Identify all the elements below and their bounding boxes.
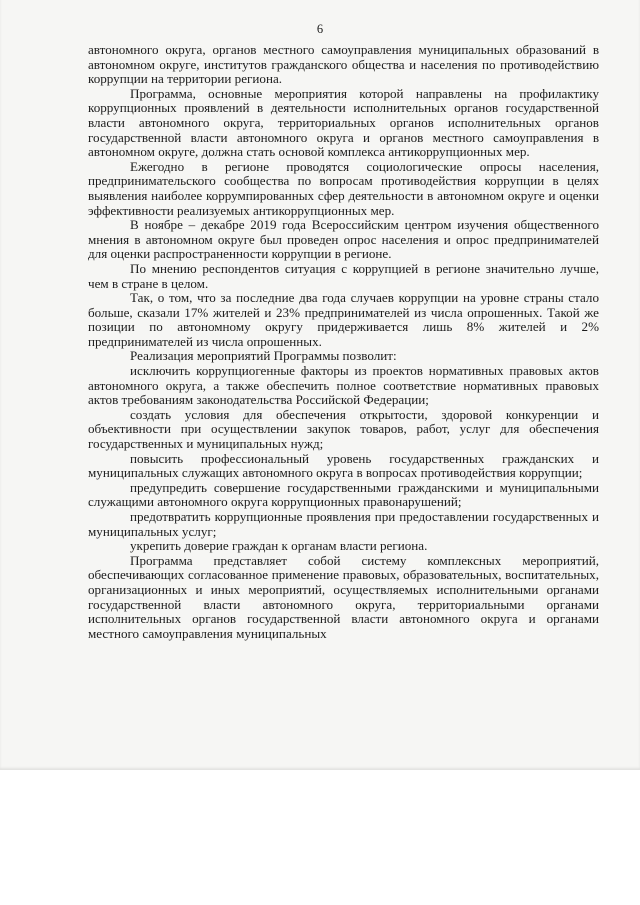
paragraph: В ноябре – декабре 2019 года Всероссийским центром изучения общественного мнения в автономном округе был проведен опрос населения и опрос предпринимателей для оценки распространенности коррупции в регионе. xyxy=(88,217,599,262)
paragraph: Так, о том, что за последние два года случаев коррупции на уровне страны стало больше, сказали 17% жителей и 23% предпринимателей из числа опрошенных. Такой же позиции по автономному округу придерживается лишь 8% жителей и 2% предпринимателей из числа опрошенных. xyxy=(88,290,599,349)
paragraph: Ежегодно в регионе проводятся социологические опросы населения, предпринимательского сообщества по вопросам противодействия коррупции в целях выявления наиболее коррумпированных сфер деятельности в автономном округе и оценки эффективности реализуемых антикоррупционных мер. xyxy=(88,158,599,218)
paragraph: Программа, основные мероприятия которой направлены на профилактику коррупционных проявлений в деятельности исполнительных органов государственной власти автономного округа, территориальных органов исполнительных органов государственной власти автономного округа и органов местного самоуправления в автономном округе, должна стать основой комплекса антикоррупционных мер. xyxy=(88,85,599,160)
paragraph: По мнению респондентов ситуация с коррупцией в регионе значительно лучше, чем в стране в целом. xyxy=(88,260,599,291)
list-item: предупредить совершение государственными гражданскими и муниципальными служащими автономного округа коррупционных правонарушений; xyxy=(88,479,599,510)
document-body xyxy=(88,43,599,641)
list-item: исключить коррупциогенные факторы из проектов нормативных правовых актов автономного округа, а также обеспечить полное соответствие нормативных правовых актов требованиям законодательства Российской Федерации; xyxy=(88,363,599,408)
paragraph: Программа представляет собой систему комплексных мероприятий, обеспечивающих согласованное применение правовых, образовательных, воспитательных, организационных и иных мероприятий, осуществляемых исполнительными органами государственной власти автономного округа, территориальными органами исполнительных органов государственной власти автономного округа и органами местного самоуправления муниципальных xyxy=(88,552,599,641)
page-number: 6 xyxy=(316,22,324,36)
paragraph: Реализация мероприятий Программы позволит: xyxy=(130,348,397,364)
list-item: повысить профессиональный уровень государственных гражданских и муниципальных служащих автономного округа в вопросах противодействия коррупции; xyxy=(88,450,599,481)
list-item: предотвратить коррупционные проявления при предоставлении государственных и муниципальных услуг; xyxy=(88,509,599,539)
paragraph: автономного округа, органов местного самоуправления муниципальных образований в автономном округе, институтов гражданского общества и населения по противодействию коррупции на территории региона. xyxy=(88,42,599,87)
list-item: создать условия для обеспечения открытости, здоровой конкуренции и объективности при осуществлении закупок товаров, работ, услуг для обеспечения государственных и муниципальных нужд; xyxy=(88,406,599,452)
list-item: укрепить доверие граждан к органам власти региона. xyxy=(130,538,428,554)
